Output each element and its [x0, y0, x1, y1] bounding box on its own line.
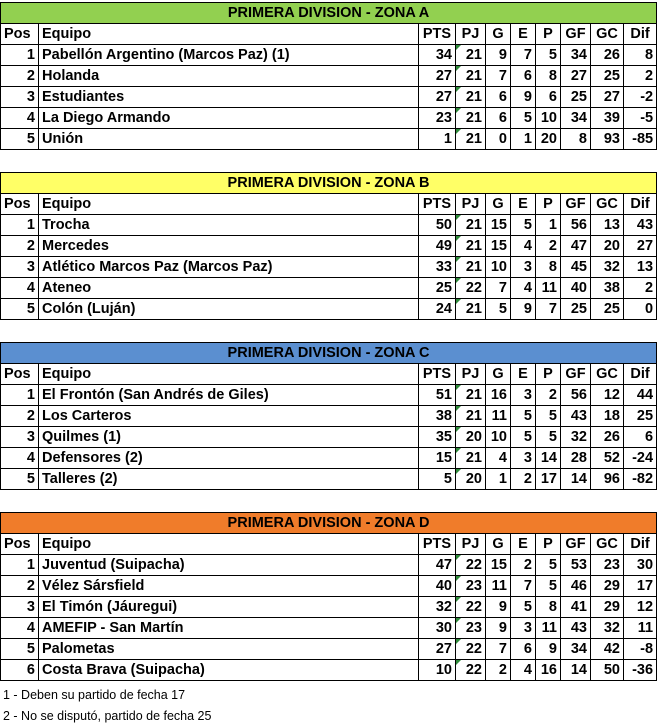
cell-team: AMEFIP - San Martín [39, 618, 419, 639]
header-p: P [536, 534, 561, 555]
cell-team: El Frontón (San Andrés de Giles) [39, 385, 419, 406]
table-row [1, 597, 657, 618]
cell-pts: 23 [419, 108, 456, 129]
cell-gf: 27 [561, 66, 591, 87]
cell-pts: 51 [419, 385, 456, 406]
cell-gc: 26 [591, 427, 624, 448]
header-gc: GC [591, 364, 624, 385]
cell-g: 15 [486, 555, 511, 576]
cell-gc: 96 [591, 469, 624, 490]
table-row [1, 385, 657, 406]
header-pos: Pos [1, 534, 39, 555]
cell-gf: 56 [561, 385, 591, 406]
cell-gf: 32 [561, 427, 591, 448]
header-pj: PJ [456, 364, 486, 385]
cell-e: 5 [511, 427, 536, 448]
header-pts: PTS [419, 534, 456, 555]
zone-title: PRIMERA DIVISION - ZONA A [1, 3, 657, 24]
cell-gc: 32 [591, 618, 624, 639]
table-row [1, 87, 657, 108]
cell-p: 11 [536, 278, 561, 299]
cell-pts: 27 [419, 639, 456, 660]
cell-pos: 5 [1, 469, 39, 490]
zone-table-d [0, 512, 656, 681]
cell-pj: 21 [456, 257, 486, 278]
cell-e: 3 [511, 618, 536, 639]
cell-e: 5 [511, 215, 536, 236]
header-pos: Pos [1, 194, 39, 215]
header-dif: Dif [624, 364, 657, 385]
header-pts: PTS [419, 364, 456, 385]
cell-p: 9 [536, 639, 561, 660]
cell-pj: 21 [456, 87, 486, 108]
table-row [1, 469, 657, 490]
cell-dif: -24 [624, 448, 657, 469]
cell-pos: 5 [1, 129, 39, 150]
cell-pos: 1 [1, 385, 39, 406]
cell-pts: 49 [419, 236, 456, 257]
cell-dif: 2 [624, 66, 657, 87]
cell-e: 3 [511, 257, 536, 278]
cell-pts: 5 [419, 469, 456, 490]
cell-team: Quilmes (1) [39, 427, 419, 448]
cell-dif: 25 [624, 406, 657, 427]
cell-pts: 27 [419, 66, 456, 87]
cell-pos: 3 [1, 597, 39, 618]
cell-e: 3 [511, 448, 536, 469]
cell-team: Mercedes [39, 236, 419, 257]
table-row [1, 555, 657, 576]
header-pj: PJ [456, 534, 486, 555]
zone-title: PRIMERA DIVISION - ZONA D [1, 513, 657, 534]
header-g: G [486, 364, 511, 385]
header-gc: GC [591, 194, 624, 215]
cell-e: 1 [511, 129, 536, 150]
header-g: G [486, 534, 511, 555]
cell-gf: 53 [561, 555, 591, 576]
header-equipo: Equipo [39, 24, 419, 45]
cell-pts: 35 [419, 427, 456, 448]
cell-pos: 1 [1, 555, 39, 576]
cell-g: 11 [486, 406, 511, 427]
header-pos: Pos [1, 24, 39, 45]
cell-g: 9 [486, 597, 511, 618]
cell-pts: 1 [419, 129, 456, 150]
cell-gc: 18 [591, 406, 624, 427]
cell-pj: 21 [456, 66, 486, 87]
cell-dif: -8 [624, 639, 657, 660]
cell-gc: 29 [591, 597, 624, 618]
header-e: E [511, 534, 536, 555]
cell-e: 6 [511, 639, 536, 660]
cell-pts: 34 [419, 45, 456, 66]
cell-team: Costa Brava (Suipacha) [39, 660, 419, 681]
cell-pos: 4 [1, 448, 39, 469]
cell-pos: 3 [1, 427, 39, 448]
cell-team: Unión [39, 129, 419, 150]
zone-table-c [0, 342, 656, 490]
cell-pos: 2 [1, 576, 39, 597]
cell-dif: -85 [624, 129, 657, 150]
header-g: G [486, 194, 511, 215]
cell-gc: 93 [591, 129, 624, 150]
cell-p: 5 [536, 427, 561, 448]
cell-p: 11 [536, 618, 561, 639]
cell-pos: 2 [1, 236, 39, 257]
header-row [1, 24, 657, 45]
table-row [1, 66, 657, 87]
cell-pj: 21 [456, 45, 486, 66]
cell-p: 10 [536, 108, 561, 129]
cell-pos: 3 [1, 87, 39, 108]
header-dif: Dif [624, 24, 657, 45]
cell-p: 8 [536, 597, 561, 618]
cell-gf: 34 [561, 639, 591, 660]
cell-gc: 29 [591, 576, 624, 597]
cell-g: 10 [486, 257, 511, 278]
cell-team: La Diego Armando [39, 108, 419, 129]
header-gf: GF [561, 24, 591, 45]
cell-p: 5 [536, 406, 561, 427]
header-e: E [511, 24, 536, 45]
cell-dif: 12 [624, 597, 657, 618]
cell-gf: 25 [561, 87, 591, 108]
header-row [1, 364, 657, 385]
header-pj: PJ [456, 194, 486, 215]
cell-gc: 32 [591, 257, 624, 278]
header-pj: PJ [456, 24, 486, 45]
table-row [1, 406, 657, 427]
cell-dif: 2 [624, 278, 657, 299]
cell-dif: 0 [624, 299, 657, 320]
cell-pj: 21 [456, 215, 486, 236]
cell-pts: 30 [419, 618, 456, 639]
cell-g: 0 [486, 129, 511, 150]
header-e: E [511, 194, 536, 215]
cell-pj: 22 [456, 555, 486, 576]
header-p: P [536, 24, 561, 45]
cell-gf: 14 [561, 469, 591, 490]
cell-g: 1 [486, 469, 511, 490]
cell-e: 9 [511, 299, 536, 320]
cell-p: 8 [536, 66, 561, 87]
cell-g: 7 [486, 278, 511, 299]
table-row [1, 448, 657, 469]
cell-pos: 1 [1, 215, 39, 236]
cell-gf: 40 [561, 278, 591, 299]
cell-gf: 46 [561, 576, 591, 597]
cell-pts: 15 [419, 448, 456, 469]
cell-pj: 21 [456, 236, 486, 257]
cell-e: 7 [511, 576, 536, 597]
cell-e: 6 [511, 66, 536, 87]
cell-p: 2 [536, 236, 561, 257]
header-dif: Dif [624, 534, 657, 555]
table-row [1, 427, 657, 448]
cell-g: 4 [486, 448, 511, 469]
cell-pj: 21 [456, 129, 486, 150]
cell-e: 9 [511, 87, 536, 108]
cell-pts: 10 [419, 660, 456, 681]
cell-pj: 23 [456, 618, 486, 639]
header-g: G [486, 24, 511, 45]
cell-gf: 47 [561, 236, 591, 257]
cell-team: El Timón (Jáuregui) [39, 597, 419, 618]
cell-gf: 8 [561, 129, 591, 150]
cell-g: 9 [486, 45, 511, 66]
cell-dif: -82 [624, 469, 657, 490]
cell-p: 14 [536, 448, 561, 469]
cell-gc: 27 [591, 87, 624, 108]
cell-gc: 23 [591, 555, 624, 576]
cell-dif: 17 [624, 576, 657, 597]
cell-gc: 50 [591, 660, 624, 681]
cell-team: Palometas [39, 639, 419, 660]
cell-gc: 20 [591, 236, 624, 257]
cell-e: 5 [511, 108, 536, 129]
header-gc: GC [591, 534, 624, 555]
cell-pj: 22 [456, 278, 486, 299]
cell-gf: 14 [561, 660, 591, 681]
header-row [1, 194, 657, 215]
cell-team: Colón (Luján) [39, 299, 419, 320]
cell-team: Vélez Sársfield [39, 576, 419, 597]
cell-dif: 6 [624, 427, 657, 448]
header-pos: Pos [1, 364, 39, 385]
cell-team: Atlético Marcos Paz (Marcos Paz) [39, 257, 419, 278]
cell-pos: 2 [1, 406, 39, 427]
cell-gf: 41 [561, 597, 591, 618]
cell-gc: 38 [591, 278, 624, 299]
zone-title: PRIMERA DIVISION - ZONA B [1, 173, 657, 194]
cell-dif: 8 [624, 45, 657, 66]
cell-pos: 5 [1, 299, 39, 320]
cell-dif: 43 [624, 215, 657, 236]
cell-dif: -5 [624, 108, 657, 129]
cell-gf: 34 [561, 108, 591, 129]
cell-pts: 24 [419, 299, 456, 320]
cell-e: 3 [511, 385, 536, 406]
cell-gf: 34 [561, 45, 591, 66]
header-row [1, 534, 657, 555]
cell-p: 5 [536, 45, 561, 66]
cell-pos: 4 [1, 108, 39, 129]
cell-pj: 21 [456, 406, 486, 427]
cell-team: Ateneo [39, 278, 419, 299]
table-row [1, 576, 657, 597]
cell-e: 2 [511, 469, 536, 490]
cell-p: 20 [536, 129, 561, 150]
cell-pos: 2 [1, 66, 39, 87]
table-row [1, 108, 657, 129]
cell-g: 6 [486, 87, 511, 108]
cell-e: 4 [511, 236, 536, 257]
cell-gf: 43 [561, 406, 591, 427]
cell-pts: 47 [419, 555, 456, 576]
header-e: E [511, 364, 536, 385]
table-row [1, 278, 657, 299]
cell-pos: 4 [1, 618, 39, 639]
cell-pts: 50 [419, 215, 456, 236]
cell-dif: -2 [624, 87, 657, 108]
cell-team: Trocha [39, 215, 419, 236]
cell-team: Defensores (2) [39, 448, 419, 469]
cell-dif: -36 [624, 660, 657, 681]
cell-g: 7 [486, 639, 511, 660]
table-row [1, 660, 657, 681]
cell-pos: 3 [1, 257, 39, 278]
cell-dif: 13 [624, 257, 657, 278]
header-gf: GF [561, 194, 591, 215]
cell-gc: 26 [591, 45, 624, 66]
cell-pos: 4 [1, 278, 39, 299]
cell-g: 9 [486, 618, 511, 639]
cell-g: 15 [486, 215, 511, 236]
cell-gf: 25 [561, 299, 591, 320]
cell-pj: 21 [456, 448, 486, 469]
cell-gc: 25 [591, 66, 624, 87]
header-pts: PTS [419, 24, 456, 45]
cell-pts: 25 [419, 278, 456, 299]
cell-team: Pabellón Argentino (Marcos Paz) (1) [39, 45, 419, 66]
cell-p: 5 [536, 576, 561, 597]
cell-g: 5 [486, 299, 511, 320]
cell-pj: 22 [456, 660, 486, 681]
cell-gc: 13 [591, 215, 624, 236]
cell-team: Juventud (Suipacha) [39, 555, 419, 576]
footnote: 1 - Deben su partido de fecha 17 [3, 688, 186, 702]
cell-team: Talleres (2) [39, 469, 419, 490]
cell-g: 11 [486, 576, 511, 597]
table-row [1, 257, 657, 278]
cell-p: 7 [536, 299, 561, 320]
cell-gc: 39 [591, 108, 624, 129]
cell-g: 16 [486, 385, 511, 406]
cell-dif: 30 [624, 555, 657, 576]
cell-e: 4 [511, 660, 536, 681]
cell-p: 6 [536, 87, 561, 108]
cell-gf: 56 [561, 215, 591, 236]
cell-gf: 43 [561, 618, 591, 639]
footnote: 2 - No se disputó, partido de fecha 25 [3, 709, 212, 723]
table-row [1, 618, 657, 639]
cell-pos: 1 [1, 45, 39, 66]
cell-p: 16 [536, 660, 561, 681]
cell-pos: 5 [1, 639, 39, 660]
cell-pts: 33 [419, 257, 456, 278]
zone-table-a [0, 2, 656, 150]
cell-g: 15 [486, 236, 511, 257]
cell-pj: 22 [456, 597, 486, 618]
zone-title: PRIMERA DIVISION - ZONA C [1, 343, 657, 364]
header-equipo: Equipo [39, 194, 419, 215]
cell-p: 8 [536, 257, 561, 278]
header-equipo: Equipo [39, 534, 419, 555]
header-gf: GF [561, 364, 591, 385]
table-row [1, 129, 657, 150]
cell-g: 7 [486, 66, 511, 87]
cell-p: 17 [536, 469, 561, 490]
cell-g: 6 [486, 108, 511, 129]
cell-pj: 23 [456, 576, 486, 597]
cell-gf: 45 [561, 257, 591, 278]
cell-pj: 21 [456, 299, 486, 320]
header-pts: PTS [419, 194, 456, 215]
cell-gc: 12 [591, 385, 624, 406]
header-gc: GC [591, 24, 624, 45]
cell-pj: 21 [456, 385, 486, 406]
table-row [1, 236, 657, 257]
cell-team: Estudiantes [39, 87, 419, 108]
cell-team: Los Carteros [39, 406, 419, 427]
cell-e: 5 [511, 597, 536, 618]
cell-g: 10 [486, 427, 511, 448]
cell-e: 7 [511, 45, 536, 66]
cell-g: 2 [486, 660, 511, 681]
header-equipo: Equipo [39, 364, 419, 385]
table-row [1, 299, 657, 320]
table-row [1, 45, 657, 66]
zone-table-b [0, 172, 656, 320]
cell-pts: 40 [419, 576, 456, 597]
cell-pts: 38 [419, 406, 456, 427]
cell-pts: 27 [419, 87, 456, 108]
cell-gc: 25 [591, 299, 624, 320]
header-p: P [536, 194, 561, 215]
cell-p: 5 [536, 555, 561, 576]
header-dif: Dif [624, 194, 657, 215]
cell-e: 4 [511, 278, 536, 299]
cell-pj: 20 [456, 469, 486, 490]
cell-pos: 6 [1, 660, 39, 681]
cell-pj: 21 [456, 108, 486, 129]
cell-gc: 42 [591, 639, 624, 660]
cell-dif: 44 [624, 385, 657, 406]
cell-gc: 52 [591, 448, 624, 469]
header-p: P [536, 364, 561, 385]
header-gf: GF [561, 534, 591, 555]
cell-dif: 27 [624, 236, 657, 257]
cell-pts: 32 [419, 597, 456, 618]
cell-p: 1 [536, 215, 561, 236]
table-row [1, 215, 657, 236]
cell-team: Holanda [39, 66, 419, 87]
cell-p: 2 [536, 385, 561, 406]
cell-gf: 28 [561, 448, 591, 469]
cell-pj: 20 [456, 427, 486, 448]
cell-e: 2 [511, 555, 536, 576]
cell-pj: 22 [456, 639, 486, 660]
table-row [1, 639, 657, 660]
cell-e: 5 [511, 406, 536, 427]
cell-dif: 11 [624, 618, 657, 639]
